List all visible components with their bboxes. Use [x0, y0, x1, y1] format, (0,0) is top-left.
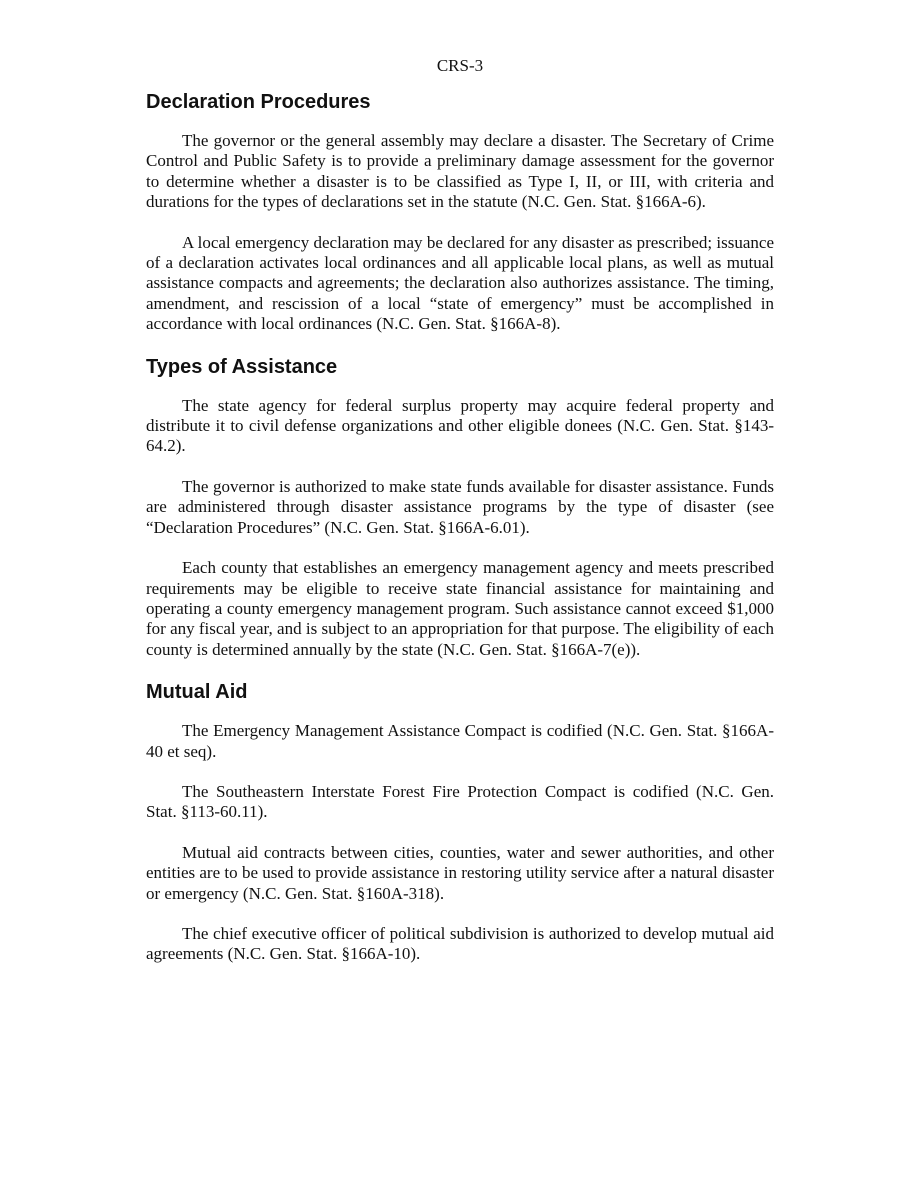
paragraph: A local emergency declaration may be declared for any disaster as prescribed; issuance of a declaration activates local ordinances and all applicable local plans, as well as mutual assistance compacts and agreements; the declaration also authorizes assistance. The timing, amendment, and rescission of a local “state of emergency” must be accomplished in accordance with local ordinances (N.C. Gen. Stat. §166A-8).: [146, 232, 774, 334]
section-heading: Mutual Aid: [146, 681, 248, 704]
paragraph: The state agency for federal surplus property may acquire federal property and distribute it to civil defense organizations and other eligible donees (N.C. Gen. Stat. §143-64.2).: [146, 395, 774, 456]
paragraph: The Emergency Management Assistance Compact is codified (N.C. Gen. Stat. §166A-40 et seq).: [146, 721, 774, 761]
paragraph: Mutual aid contracts between cities, counties, water and sewer authorities, and other entities are to be used to provide assistance in restoring utility service after a natural disaster or emergency (N.C. Gen. Stat. §160A-318).: [146, 842, 774, 903]
document-page: [146, 56, 774, 985]
paragraph: The chief executive officer of political subdivision is authorized to develop mutual aid agreements (N.C. Gen. Stat. §166A-10).: [146, 923, 774, 964]
paragraph: The governor is authorized to make state funds available for disaster assistance. Funds are administered through disaster assistance programs by the type of disaster (see “Declaration Procedures” (N.C. Gen. Stat. §166A-6.01).: [146, 476, 774, 537]
section-heading: Types of Assistance: [146, 355, 338, 378]
paragraph: The Southeastern Interstate Forest Fire Protection Compact is codified (N.C. Gen. Stat. §113-60.11).: [146, 781, 774, 822]
section-heading: Declaration Procedures: [146, 91, 371, 113]
paragraph: Each county that establishes an emergency management agency and meets prescribed requirements may be eligible to receive state financial assistance for maintaining and operating a county emergency management program. Such assistance cannot exceed $1,000 for any fiscal year, and is subject to an appropriation for that purpose. The eligibility of each county is determined annually by the state (N.C. Gen. Stat. §166A-7(e)).: [146, 558, 774, 659]
section-declaration-procedures: [146, 90, 774, 335]
section-mutual-aid: [146, 680, 774, 965]
section-types-of-assistance: [146, 355, 774, 660]
paragraph: The governor or the general assembly may declare a disaster. The Secretary of Crime Control and Public Safety is to provide a preliminary damage assessment for the governor to determine whether a disaster is to be classified as Type I, II, or III, with criteria and durations for the types of declarations set in the statute (N.C. Gen. Stat. §166A-6).: [146, 131, 774, 212]
page-number-header: CRS-3: [436, 56, 484, 75]
